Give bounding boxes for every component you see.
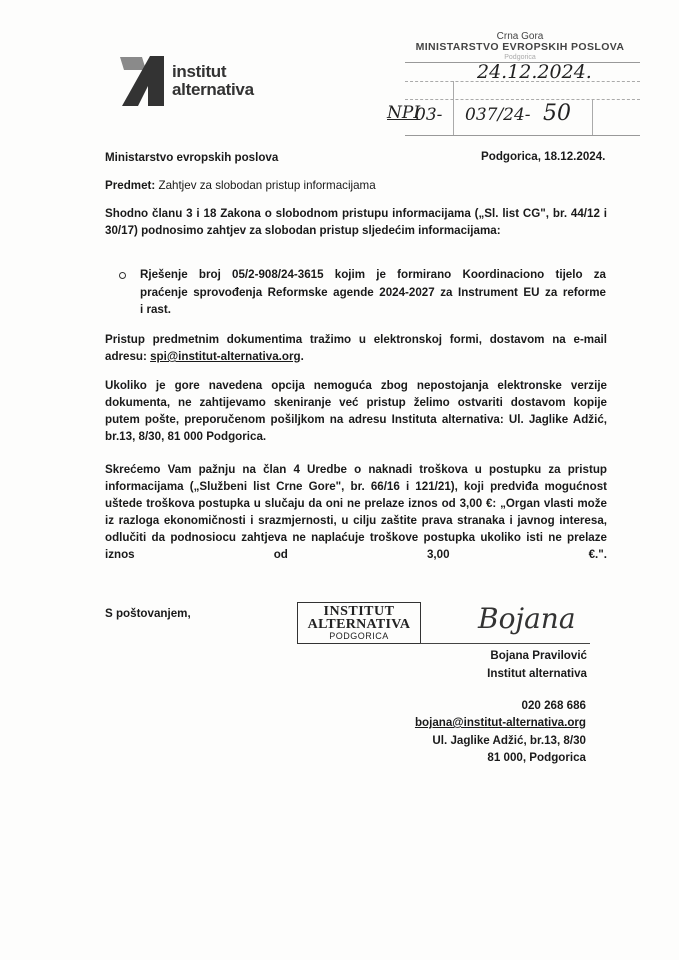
subject-label: Predmet: xyxy=(105,179,156,192)
para4-line: iznos od 3,00 €.". xyxy=(105,548,607,561)
spi-email-link[interactable]: spi@institut-alternativa.org xyxy=(150,350,301,363)
receipt-stamp xyxy=(387,28,645,133)
stamp-ref-part3: 50 xyxy=(543,101,571,126)
bullet-line: Rješenje broj 05/2-908/24-3615 kojim je formirano Koordinaciono tijelo za xyxy=(140,268,606,281)
organization-stamp xyxy=(297,602,421,644)
para4-line: uštede troškova postupka u slučaju da oni ne prelaze iznos od 3,00 €: „Organ vlasti može xyxy=(105,497,607,510)
signer-phone: 020 268 686 xyxy=(521,699,586,712)
para3-line: br.13, 8/30, 81 000 Podgorica. xyxy=(105,430,267,443)
logo-text-line2: alternativa xyxy=(172,80,254,99)
org-stamp-line2: ALTERNATIVA xyxy=(307,617,411,632)
signature: Bojana xyxy=(478,602,576,635)
bullet-icon xyxy=(119,272,126,279)
stamp-city: Podgorica xyxy=(504,54,536,61)
para2-suffix: . xyxy=(300,350,304,363)
signer-email-link[interactable]: bojana@institut-alternativa.org xyxy=(414,716,586,729)
signer-name: Bojana Pravilović xyxy=(490,649,587,662)
signature-line xyxy=(420,643,590,644)
signer-org: Institut alternativa xyxy=(487,667,587,680)
para4-line: Skrećemo Vam pažnju na član 4 Uredbe o naknadi troškova u postupku za pristup xyxy=(105,463,607,476)
bullet-line: praćenje sprovođenja Reformske agende 2024-2027 za Instrument EU za reforme xyxy=(140,286,606,299)
closing: S poštovanjem, xyxy=(105,607,191,620)
stamp-ref-prefix: NPI xyxy=(387,103,421,123)
para3-line: putem pošte, preporučenom pošiljkom na adresu Instituta alternativa: Ul. Jaglike Adžić, xyxy=(105,413,607,426)
para1-line: 30/17) podnosimo zahtjev za slobodan pristup sljedećim informacijama: xyxy=(105,224,501,237)
subject xyxy=(105,179,376,192)
para1-line: Shodno članu 3 i 18 Zakona o slobodnom pristupu informacijama („Sl. list CG", br. 44/12 i xyxy=(105,207,607,220)
para3-line: dokumenta, ne zahtijevamo skeniranje već pristup želimo ostvariti dostavom kopije xyxy=(105,396,607,409)
logo-text-line1: institut xyxy=(172,62,227,81)
para2-line: Pristup predmetnim dokumentima tražimo u elektronskoj formi, dostavom na e-mail xyxy=(105,333,607,346)
stamp-ref-part1: 03- xyxy=(415,105,443,125)
signer-address: Ul. Jaglike Adžić, br.13, 8/30 xyxy=(432,734,586,747)
para2-line xyxy=(105,350,304,363)
stamp-ref-part2: 037/24- xyxy=(465,105,531,125)
org-stamp-line1: INSTITUT xyxy=(323,604,395,619)
institut-alternativa-logo xyxy=(118,52,268,112)
para4-line: informacijama („Službeni list Crne Gore", br. 66/16 i 121/21), koji predviđa mogućnost xyxy=(105,480,607,493)
subject-text: Zahtjev za slobodan pristup informacijama xyxy=(155,179,376,192)
bullet-line: i rast. xyxy=(140,303,171,316)
stamp-date: 24.12.2024. xyxy=(477,61,592,83)
stamp-ministry: MINISTARSTVO EVROPSKIH POSLOVA xyxy=(415,41,625,53)
logo-mark-icon xyxy=(118,52,168,108)
org-stamp-line3: PODGORICA xyxy=(329,631,389,641)
stamp-country: Crna Gora xyxy=(496,31,544,42)
signer-city: 81 000, Podgorica xyxy=(487,751,586,764)
para2-prefix: adresu: xyxy=(105,350,151,363)
para4-line: odlučiti da podnosiocu zahtjeva ne naplaćuje troškove postupka ukoliko isti ne prelaze xyxy=(105,531,607,544)
place-date: Podgorica, 18.12.2024. xyxy=(481,150,606,163)
stamp-table xyxy=(387,61,640,157)
para4-line: iz razloga ekonomičnosti i srazmjernosti, u cilju zaštite prava stranaka i javnog interesa, xyxy=(105,514,607,527)
recipient: Ministarstvo evropskih poslova xyxy=(105,151,279,164)
para3-line: Ukoliko je gore navedena opcija nemoguća zbog nepostojanja elektronske verzije xyxy=(105,379,607,392)
